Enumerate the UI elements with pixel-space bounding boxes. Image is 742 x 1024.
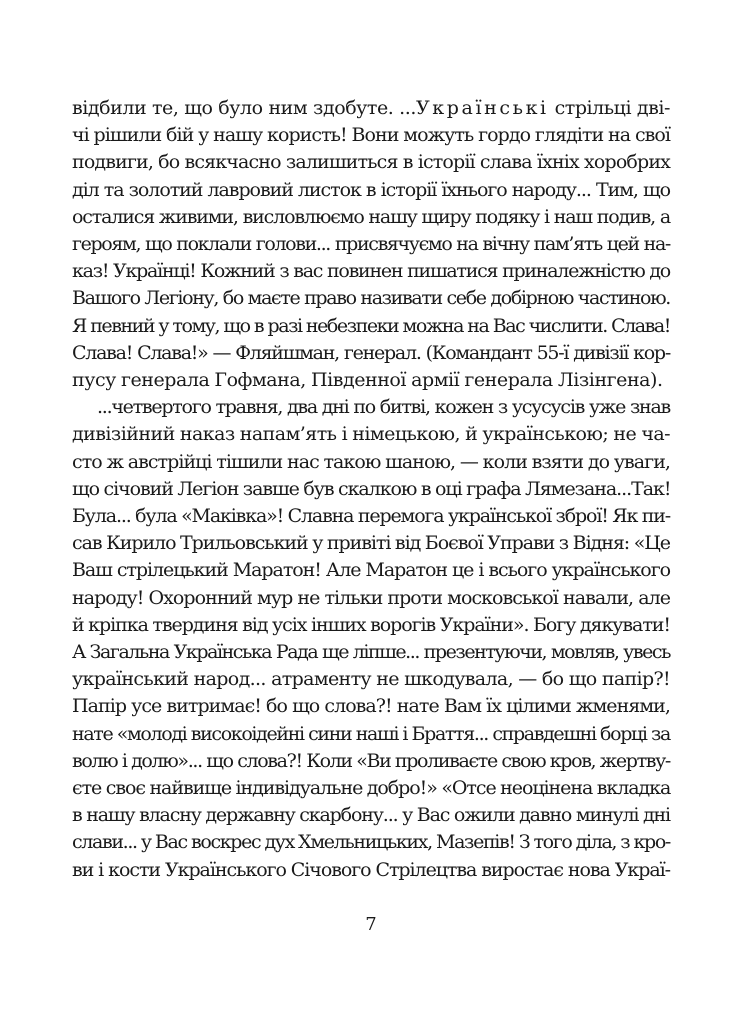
text-line: пусу генерала Гофмана, Південної армії генерала Лізінгена).: [72, 369, 663, 392]
text-line: відбили те, що було ним здобуте. ...Українські стрільці дві-: [72, 97, 670, 119]
text-line: слави... у Вас воскрес дух Хмельницьких, Мазепів! З того діла, з кро-: [72, 831, 670, 854]
text-line: Була... була «Маківка»! Славна перемога української зброї! Як пи-: [72, 505, 670, 528]
text-line: сто ж австрійці тішили нас такою шаною, — коли взяти до уваги,: [72, 450, 670, 473]
text-line: в нашу власну державну скарбону... у Вас ожили давно минулі дні: [72, 804, 670, 827]
text-line: Я певний у тому, що в разі небезпеки можна на Вас числити. Слава!: [72, 314, 670, 337]
paragraph-1: [72, 95, 670, 394]
text-line: діл та золотий лавровий листок в історії їхнього народу... Тим, що: [72, 178, 670, 201]
text-line: й кріпка твердиня від усіх інших ворогів України». Богу дякувати!: [72, 613, 670, 636]
body-text: [72, 95, 670, 884]
text-line: Слава! Слава!» — Фляйшман, генерал. (Командант 55-ї дивізії кор-: [72, 341, 670, 364]
text-line: єте своє найвище індивідуальне добро!» «Отсе неоцінена вкладка: [72, 777, 671, 800]
spaced-word: Українські: [415, 97, 549, 119]
text-line: каз! Українці! Кожний з вас повинен пишатися приналежністю до: [72, 260, 670, 283]
text-line: чі рішили бій у нашу користь! Вони можуть гордо глядіти на свої: [72, 124, 670, 147]
text-line: Ваш стрілецький Маратон! Але Маратон це і всього українського: [72, 559, 670, 582]
text-line: нате «молоді високоідейні сини наші і Браття... справдешні борці за: [72, 722, 670, 745]
text-line: народу! Охоронний мур не тільки проти московської навали, але: [72, 586, 670, 609]
text-line: А Загальна Українська Рада ще ліпше... презентуючи, мовляв, увесь: [72, 641, 670, 664]
text-line: подвиги, бо всякчасно залишиться в історії слава їхніх хоробрих: [72, 151, 670, 174]
text-line: що січовий Легіон завше був скалкою в оці графа Лямезана...Так!: [72, 477, 671, 500]
text-line: сав Кирило Трильовський у привіті від Боєвої Управи з Відня: «Це: [72, 532, 670, 555]
text-line: дивізійний наказ напам’ять і німецькою, й українською; не ча-: [72, 423, 670, 446]
text-line: волю і долю»... що слова?! Коли «Ви проливаєте свою кров, жертву-: [72, 749, 670, 772]
paragraph-2: [72, 394, 670, 884]
text-line: український народ... атраменту не шкодувала, — бо що папір?!: [72, 668, 670, 691]
text-line: ...четвертого травня, два дні по битві, кожен з усусусів уже знав: [97, 396, 670, 419]
text-line: осталися живими, висловлюємо нашу щиру подяку і наш подив, а: [72, 205, 670, 228]
text-line: ви і кости Українського Січового Стрілецтва виростає нова Украї-: [72, 858, 670, 881]
text-line: героям, що поклали голови... присвячуємо на вічну пам’ять цей на-: [72, 233, 670, 256]
text-line: Папір усе витримає! бо що слова?! нате Вам їх цілими жменями,: [72, 695, 670, 718]
page-number: 7: [365, 914, 377, 935]
text-line: Вашого Легіону, бо маєте право називати себе добірною частиною.: [72, 287, 670, 310]
